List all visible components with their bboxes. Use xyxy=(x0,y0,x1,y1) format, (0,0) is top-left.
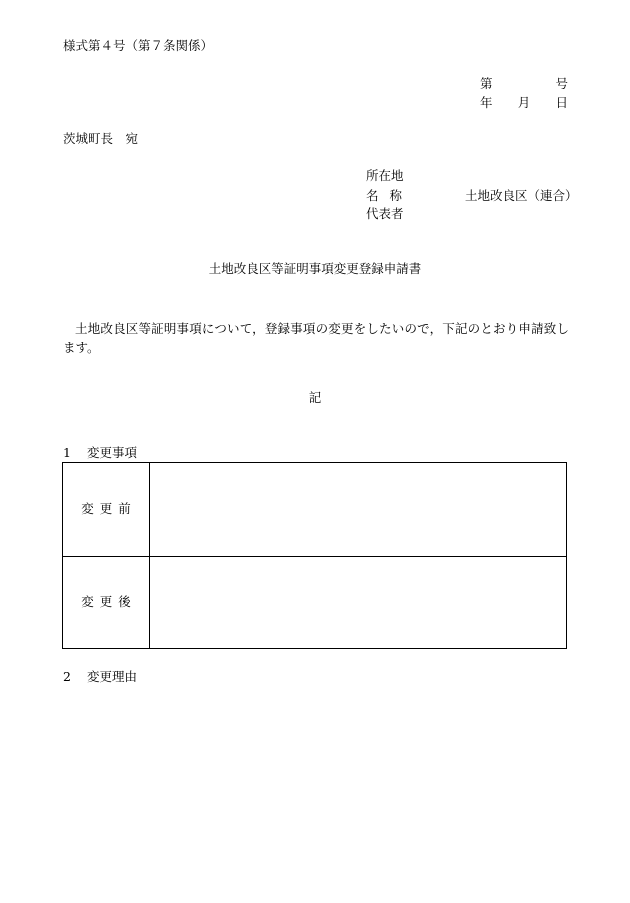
ki-label: 記 xyxy=(308,390,322,405)
before-label: 変更前 xyxy=(63,463,150,556)
section-1-title: 変更事項 xyxy=(87,445,138,460)
addressee: 茨城町長 宛 xyxy=(63,131,139,146)
section-1-number: 1 xyxy=(63,445,71,460)
document-number xyxy=(480,78,568,91)
applicant-name-value: 土地改良区（連合） xyxy=(465,188,578,203)
date-month: 月 xyxy=(517,95,531,110)
date-day: 日 xyxy=(555,95,568,110)
applicant-name-label xyxy=(366,190,402,203)
applicant-address-label: 所在地 xyxy=(366,168,404,183)
change-table xyxy=(62,462,567,649)
section-2-title: 変更理由 xyxy=(87,669,138,684)
applicant-name-label-char-1: 名 xyxy=(366,188,379,203)
section-1-heading xyxy=(63,447,137,460)
section-2-number: 2 xyxy=(63,669,71,684)
document-number-prefix: 第 xyxy=(480,76,493,91)
applicant-name-label-char-2: 称 xyxy=(389,188,402,203)
section-2-heading xyxy=(63,671,137,684)
document-date xyxy=(480,97,568,110)
document-number-suffix: 号 xyxy=(555,76,568,91)
after-value xyxy=(151,556,566,648)
after-label: 変更後 xyxy=(63,556,150,648)
document-title: 土地改良区等証明事項変更登録申請書 xyxy=(208,261,422,276)
table-row-before xyxy=(63,463,566,557)
body-text: 土地改良区等証明事項について，登録事項の変更をしたいので，下記のとおり申請致します。 xyxy=(63,321,569,355)
date-year: 年 xyxy=(480,95,493,110)
form-number: 様式第４号（第７条関係） xyxy=(63,38,214,53)
before-value xyxy=(151,463,566,556)
applicant-representative-label: 代表者 xyxy=(366,206,404,221)
table-row-after xyxy=(63,556,566,648)
